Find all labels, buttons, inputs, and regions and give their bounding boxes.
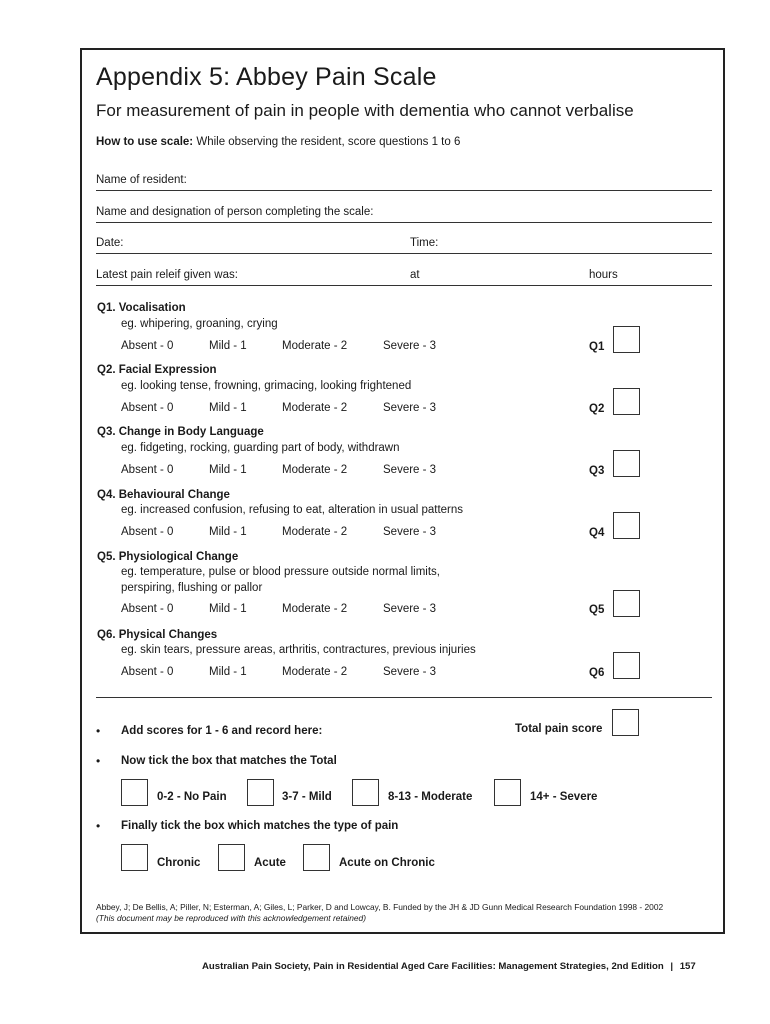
range-moderate-checkbox[interactable] <box>352 779 379 806</box>
option-moderate: Moderate - 2 <box>282 526 348 538</box>
instructions-text: While observing the resident, score questions 1 to 6 <box>193 136 461 148</box>
instructions-label: How to use scale: <box>96 136 194 148</box>
question-title: Q2. Facial Expression <box>97 364 217 376</box>
q5-score-box[interactable] <box>613 590 640 617</box>
page-subtitle: For measurement of pain in people with dementia who cannot verbalise <box>96 101 634 120</box>
footer-separator: | <box>670 961 674 972</box>
option-moderate: Moderate - 2 <box>282 340 348 352</box>
option-absent: Absent - 0 <box>121 603 174 615</box>
option-absent: Absent - 0 <box>121 464 174 476</box>
range-mild-checkbox[interactable] <box>247 779 274 806</box>
question-title: Q5. Physiological Change <box>97 551 239 563</box>
option-absent: Absent - 0 <box>121 666 174 678</box>
relief-label: Latest pain releif given was: <box>96 269 238 281</box>
page-title: Appendix 5: Abbey Pain Scale <box>96 63 437 91</box>
question-example: eg. temperature, pulse or blood pressure outside normal limits, <box>121 566 440 578</box>
score-label: Q1 <box>589 341 605 353</box>
score-label: Q5 <box>589 604 605 616</box>
bullet: • <box>96 819 101 833</box>
time-label: Time: <box>410 237 439 249</box>
score-label: Q6 <box>589 667 605 679</box>
question-example: eg. whipering, groaning, crying <box>121 318 278 330</box>
range-mild-label: 3-7 - Mild <box>282 791 332 803</box>
range-moderate-label: 8-13 - Moderate <box>388 791 473 803</box>
q1-score-box[interactable] <box>613 326 640 353</box>
option-absent: Absent - 0 <box>121 526 174 538</box>
at-label: at <box>410 269 420 281</box>
reproduction-note <box>96 913 366 923</box>
option-severe: Severe - 3 <box>383 402 437 414</box>
option-mild: Mild - 1 <box>209 666 247 678</box>
question-title: Q1. Vocalisation <box>97 302 186 314</box>
option-severe: Severe - 3 <box>383 464 437 476</box>
range-severe-label: 14+ - Severe <box>530 791 598 803</box>
score-label: Q3 <box>589 465 605 477</box>
option-severe: Severe - 3 <box>383 340 437 352</box>
add-scores-instruction: Add scores for 1 - 6 and record here: <box>121 725 323 737</box>
question-example: eg. fidgeting, rocking, guarding part of body, withdrawn <box>121 442 400 454</box>
question-example: eg. looking tense, frowning, grimacing, looking frightened <box>121 380 412 392</box>
option-mild: Mild - 1 <box>209 402 247 414</box>
instructions <box>96 136 460 148</box>
q6-score-box[interactable] <box>613 652 640 679</box>
section-divider <box>96 697 712 698</box>
resident-name-field[interactable] <box>96 172 712 191</box>
range-severe-checkbox[interactable] <box>494 779 521 806</box>
range-no-pain-checkbox[interactable] <box>121 779 148 806</box>
option-severe: Severe - 3 <box>383 526 437 538</box>
pain-relief-field[interactable] <box>96 267 712 286</box>
date-time-field[interactable] <box>96 235 712 254</box>
page-number: 157 <box>679 961 696 972</box>
credit-line: Abbey, J; De Bellis, A; Piller, N; Esterman, A; Giles, L; Parker, D and Lowcay, B. Funded by the JH & JD Gunn Medical Research Foundation 1998 - 2002 <box>96 902 664 912</box>
footer-publication: Australian Pain Society, Pain in Residential Aged Care Facilities: Management Strategies, 2nd Edition <box>202 961 664 972</box>
type-acute-on-chronic-checkbox[interactable] <box>303 844 330 871</box>
type-acute-label: Acute <box>254 857 286 869</box>
option-absent: Absent - 0 <box>121 402 174 414</box>
total-score-box[interactable] <box>612 709 639 736</box>
completer-name-label: Name and designation of person completing the scale: <box>96 206 374 218</box>
tick-type-instruction: Finally tick the box which matches the type of pain <box>121 820 399 832</box>
q3-score-box[interactable] <box>613 450 640 477</box>
hours-label: hours <box>589 269 618 281</box>
q2-score-box[interactable] <box>613 388 640 415</box>
score-label: Q2 <box>589 403 605 415</box>
option-moderate: Moderate - 2 <box>282 464 348 476</box>
question-example: eg. skin tears, pressure areas, arthritis, contractures, previous injuries <box>121 644 476 656</box>
option-absent: Absent - 0 <box>121 340 174 352</box>
question-example: perspiring, flushing or pallor <box>121 582 263 594</box>
reproduction-note-text: (This document may be reproduced with this acknowledgement retained) <box>96 913 366 923</box>
option-mild: Mild - 1 <box>209 526 247 538</box>
score-label: Q4 <box>589 527 605 539</box>
option-moderate: Moderate - 2 <box>282 402 348 414</box>
option-severe: Severe - 3 <box>383 666 437 678</box>
question-title: Q6. Physical Changes <box>97 629 218 641</box>
completer-name-field[interactable] <box>96 204 712 223</box>
tick-total-instruction: Now tick the box that matches the Total <box>121 755 337 767</box>
q4-score-box[interactable] <box>613 512 640 539</box>
page-footer <box>202 961 696 972</box>
total-pain-score-label: Total pain score <box>515 723 603 735</box>
option-mild: Mild - 1 <box>209 464 247 476</box>
option-severe: Severe - 3 <box>383 603 437 615</box>
question-title: Q3. Change in Body Language <box>97 426 264 438</box>
question-example: eg. increased confusion, refusing to eat, alteration in usual patterns <box>121 504 464 516</box>
bullet: • <box>96 724 101 738</box>
range-no-pain-label: 0-2 - No Pain <box>157 791 227 803</box>
date-label: Date: <box>96 237 124 249</box>
type-acute-on-chronic-label: Acute on Chronic <box>339 857 435 869</box>
type-chronic-label: Chronic <box>157 857 201 869</box>
option-mild: Mild - 1 <box>209 603 247 615</box>
bullet: • <box>96 754 101 768</box>
type-chronic-checkbox[interactable] <box>121 844 148 871</box>
option-moderate: Moderate - 2 <box>282 666 348 678</box>
resident-name-label: Name of resident: <box>96 174 187 186</box>
question-title: Q4. Behavioural Change <box>97 489 230 501</box>
option-mild: Mild - 1 <box>209 340 247 352</box>
option-moderate: Moderate - 2 <box>282 603 348 615</box>
type-acute-checkbox[interactable] <box>218 844 245 871</box>
